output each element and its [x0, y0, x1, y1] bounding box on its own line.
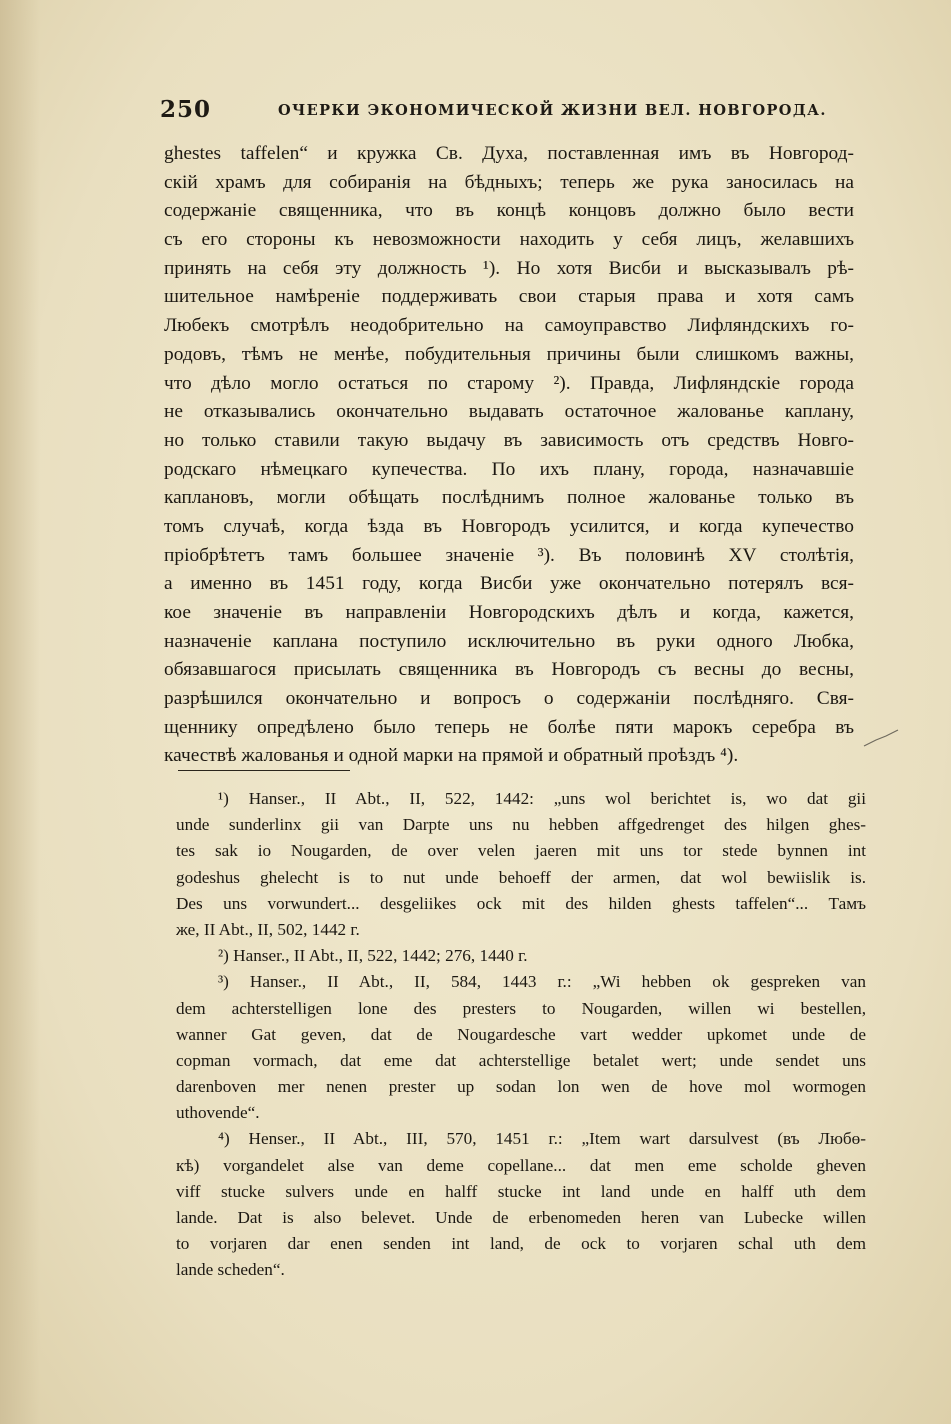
footnote-line: ²) Hanser., II Abt., II, 522, 1442; 276, 1440 г.: [218, 946, 528, 966]
body-line: родовъ, тѣмъ не менѣе, побудительныя причины были слишкомъ важны,: [164, 343, 854, 365]
footnote-4: [176, 1126, 866, 1283]
footnote-2: [176, 943, 866, 969]
body-line: ghestes taffelen“ и кружка Св. Духа, поставленная имъ въ Новгород-: [164, 143, 854, 164]
body-line: качествѣ жалованья и одной марки на прямой и обратный проѣздъ ⁴).: [164, 745, 739, 767]
footnote-line: to vorjaren dar enen senden int land, de ock to vorjaren schal uth dem: [176, 1234, 866, 1254]
body-line: назначеніе каплана поступило исключительно въ руки одного Любка,: [164, 630, 854, 652]
body-line: содержаніе священника, что въ концѣ концовъ должно было вести: [164, 200, 854, 222]
footnote-line: godeshus ghelecht is to nut unde behoeff der armen, dat wol bewiislik is.: [176, 867, 866, 887]
page-number: 250: [160, 96, 212, 123]
body-line: скій храмъ для собиранія на бѣдныхъ; теперь же рука заносилась на: [164, 171, 854, 193]
footnote-line: ⁴) Henser., II Abt., III, 570, 1451 г.: „Item wart darsulvest (въ Любө-: [218, 1129, 866, 1149]
body-line: шительное намѣреніе поддерживать свои старыя права и хотя самъ: [164, 286, 854, 308]
body-line: кое значеніе въ направленіи Новгородскихъ дѣлъ и когда, кажется,: [164, 602, 854, 623]
footnote-line: viff stucke sulvers unde en halff stucke int land unde en halff uth dem: [176, 1181, 866, 1201]
body-line: а именно въ 1451 году, когда Висби уже окончательно потерялъ вся-: [164, 573, 854, 595]
page-header: [160, 96, 860, 130]
footnote-line: ¹) Hanser., II Abt., II, 522, 1442: „uns wol berichtet is, wo dat gii: [218, 789, 866, 808]
body-line: щеннику опредѣлено было теперь не болѣе пяти марокъ серебра въ: [164, 716, 854, 738]
footnote-line: wanner Gat geven, dat de Nougardesche vart wedder upkomet unde de: [176, 1024, 866, 1044]
footnote-line: lande. Dat is also belevet. Unde de erbenomeden heren van Lubecke willen: [176, 1208, 866, 1227]
footnote-1: [176, 786, 866, 943]
footnote-line: darenboven mer nenen prester up sodan lon wen de hove mol wormogen: [176, 1077, 866, 1097]
body-line: что дѣло могло остаться по старому ²). Правда, Лифляндскіе города: [164, 372, 854, 394]
footnote-line: кѣ) vorgandelet alse van deme copellane... dat men eme scholde gheven: [176, 1155, 866, 1175]
body-line: пріобрѣтетъ тамъ большее значеніе ³). Въ половинѣ XV столѣтія,: [164, 544, 854, 566]
footnote-line: же, II Abt., II, 502, 1442 г.: [176, 919, 360, 939]
running-title: ОЧЕРКИ ЭКОНОМИЧЕСКОЙ ЖИЗНИ ВЕЛ. НОВГОРОДА.: [278, 102, 827, 119]
body-line: томъ случаѣ, когда ѣзда въ Новгородъ усилится, и когда купечество: [164, 515, 854, 537]
footnote-line: lande scheden“.: [176, 1260, 285, 1280]
body-line: принять на себя эту должность ¹). Но хотя Висби и высказывалъ рѣ-: [164, 257, 854, 279]
footnote-line: copman vormach, dat eme dat achterstellige betalet wert; unde sendet uns: [176, 1050, 866, 1070]
footnote-line: Des uns vorwundert... desgeliikes ock mit des hilden ghests taffelen“... Тамъ: [176, 893, 866, 913]
footnote-line: uthovende“.: [176, 1103, 260, 1123]
body-line: обязавшагося присылать священника въ Новгородъ съ весны до весны,: [164, 659, 854, 681]
body-line: разрѣшился окончательно и вопросъ о содержаніи послѣдняго. Свя-: [164, 688, 854, 710]
footnote-line: ³) Hanser., II Abt., II, 584, 1443 г.: „Wi hebben ok gespreken van: [218, 972, 866, 992]
body-line: каплановъ, могли обѣщать послѣднимъ полное жалованье только въ: [164, 487, 854, 509]
footnote-line: unde sunderlinx gii van Darpte uns nu hebben affgedrenget des hilgen ghes-: [176, 815, 866, 835]
footnote-line: dem achterstelligen lone des presters to Nougarden, willen wi bestellen,: [176, 998, 866, 1018]
body-text: [164, 140, 854, 771]
pencil-mark: [862, 728, 902, 750]
body-line: Любекъ смотрѣлъ неодобрительно на самоуправство Лифляндскихъ го-: [164, 315, 854, 337]
body-line: но только ставили такую выдачу въ зависимость отъ средствъ Новго-: [164, 429, 854, 451]
body-line: родскаго нѣмецкаго купечества. По ихъ плану, города, назначавшіе: [164, 458, 854, 480]
footnote-3: [176, 969, 866, 1126]
footnote-separator: [178, 770, 350, 771]
body-line: не отказывались окончательно выдавать остаточное жалованье каплану,: [164, 401, 854, 423]
footnotes: [176, 786, 866, 1284]
footnote-line: tes sak io Nougarden, de over velen jaeren mit uns tor stede bynnen int: [176, 841, 866, 861]
body-line: съ его стороны къ невозможности находить у себя лицъ, желавшихъ: [164, 229, 854, 251]
